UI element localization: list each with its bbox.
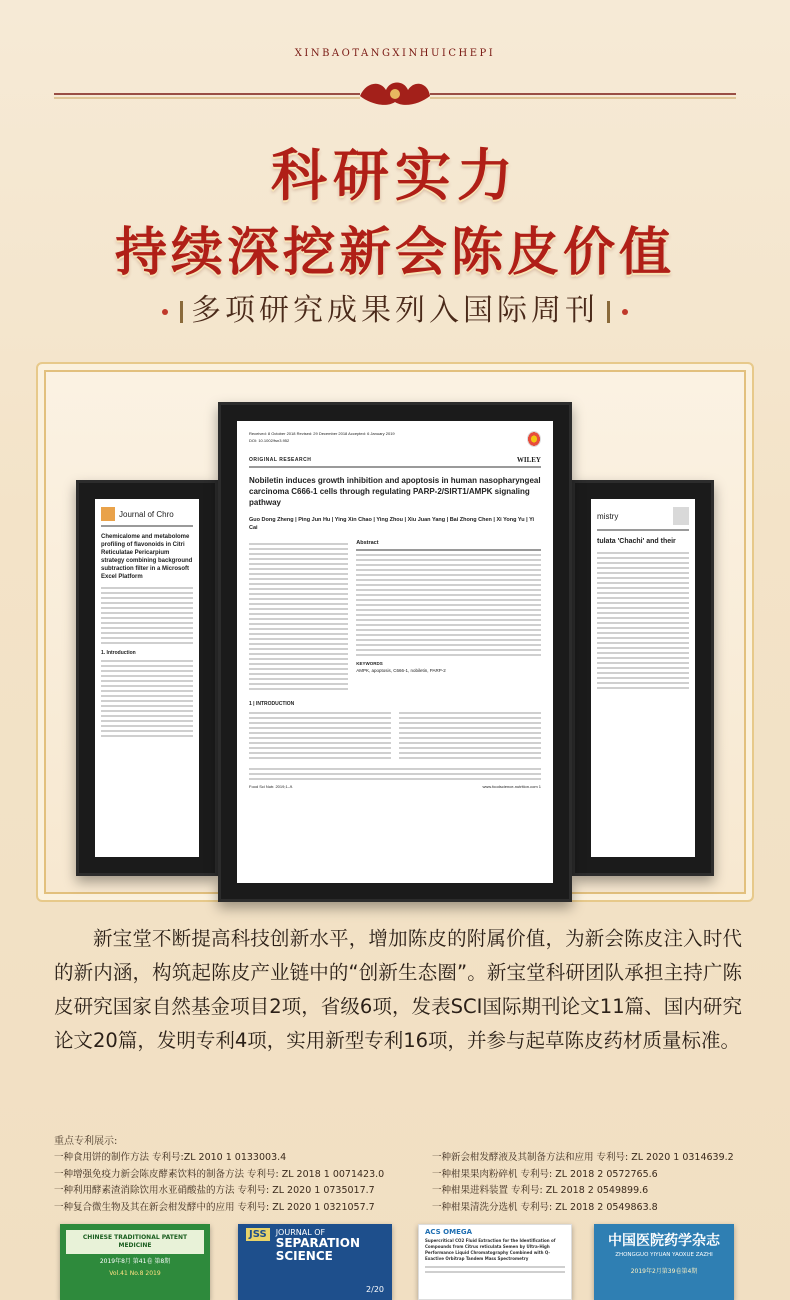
subtitle bbox=[0, 285, 790, 329]
paper-footer-right: www.foodscience-nutrition.com 1 bbox=[482, 784, 541, 789]
subtitle-text: 多项研究成果列入国际周刊 bbox=[191, 293, 599, 328]
journal-cover-separation-science bbox=[238, 1224, 392, 1300]
journal-jss-top: JOURNAL OF bbox=[275, 1228, 326, 1237]
journal-acs-title: Supercritical CO2 Fluid Extraction for the Identification of Compounds from Citrus reticulata Semen by Ultra-High Performance Liquid Chromatography Combined with Q-Exactive Orbitrap Tandem Mass Spectrometry bbox=[425, 1238, 556, 1261]
patent-item: 一种食用饼的制作方法 专利号:ZL 2010 1 0133003.4 bbox=[54, 1152, 287, 1163]
patent-list-left bbox=[54, 1150, 434, 1216]
journal-jss-name: SEPARATION SCIENCE bbox=[275, 1236, 360, 1263]
elsevier-logo-icon bbox=[101, 507, 115, 521]
paper-page-right bbox=[591, 499, 695, 857]
journal-tcm-name: CHINESE TRADITIONAL PATENT MEDICINE bbox=[66, 1230, 204, 1254]
journal-jss-badge: JSS bbox=[246, 1228, 270, 1241]
paper-right-journal: mistry bbox=[597, 511, 619, 521]
journal-acs-name: ACS OMEGA bbox=[425, 1228, 473, 1236]
check-updates-icon bbox=[527, 431, 541, 447]
paper-footer-left: Food Sci Nutr. 2019;1–9. bbox=[249, 784, 294, 789]
patent-item: 一种柑果进料装置 专利号: ZL 2018 2 0549899.6 bbox=[432, 1185, 649, 1196]
paper-page-left bbox=[95, 499, 199, 857]
divider-bar bbox=[607, 301, 610, 323]
journal-cover-zhongguo bbox=[594, 1224, 734, 1300]
journal-cover-acs-omega bbox=[418, 1224, 572, 1300]
journal-tcm-issue: 2019年8月 第41卷 第8期 bbox=[99, 1258, 171, 1265]
journal-zg-name: 中国医院药学杂志 bbox=[608, 1233, 720, 1249]
patent-item: 一种新会柑发酵液及其制备方法和应用 专利号: ZL 2020 1 0314639.2 bbox=[432, 1152, 734, 1163]
paper-keywords-label: KEYWORDS bbox=[356, 661, 383, 666]
description-paragraph: 新宝堂不断提高科技创新水平，增加陈皮的附属价值，为新会陈皮注入时代的新内涵，构筑起陈皮产业链中的“创新生态圈”。新宝堂科研团队承担主持广陈皮研究国家自然基金项目2项，省级6项，发表SCI国际期刊论文11篇、国内研究论文20篇，发明专利4项，实用新型专利16项，并参与起草陈皮药材质量标准。 bbox=[54, 927, 742, 1052]
framed-paper-right bbox=[572, 480, 714, 876]
journal-zg-issue: 2019年2月第39卷第4期 bbox=[630, 1268, 698, 1275]
journal-zg-sub: ZHONGGUO YIYUAN YAOXUE ZAZHI bbox=[615, 1252, 713, 1258]
paper-keywords: AMPK, apoptosis, C666-1, nobiletin, PARP-2 bbox=[356, 667, 446, 673]
paper-doi: DOI: 10.1002/fsn3.952 bbox=[249, 437, 290, 443]
paper-left-journal: Journal of Chro bbox=[119, 509, 174, 519]
paper-center-title: Nobiletin induces growth inhibition and apoptosis in human nasopharyngeal carcinoma C666-1 cells through regulating PARP-2/SIRT1/AMPK signaling pathway bbox=[249, 475, 541, 507]
journal-jss-issue: 2/20 bbox=[366, 1285, 384, 1294]
patents-heading: 重点专利展示: bbox=[54, 1136, 118, 1147]
paper-received-dates: Received: 8 October 2018 Revised: 29 December 2018 Accepted: 6 January 2019 bbox=[249, 431, 395, 436]
paper-section-label: ORIGINAL RESEARCH bbox=[249, 457, 312, 463]
patent-list-right bbox=[432, 1150, 752, 1216]
brand-wordmark: XINBAOTANGXINHUICHEPI bbox=[294, 48, 496, 59]
framed-paper-center bbox=[218, 402, 572, 902]
paper-right-title: tulata 'Chachi' and their bbox=[597, 538, 676, 545]
journal-covers bbox=[0, 1224, 790, 1300]
bullet-icon bbox=[622, 309, 628, 315]
headline-secondary: 持续深挖新会陈皮价值 bbox=[114, 222, 675, 283]
paper-left-section: 1. Introduction bbox=[101, 650, 136, 656]
headline-primary: 科研实力 bbox=[271, 143, 519, 209]
bullet-icon bbox=[162, 309, 168, 315]
paper-intro-label: 1 | INTRODUCTION bbox=[249, 700, 295, 707]
patent-item: 一种增强免疫力新会陈皮酵素饮料的制备方法 专利号: ZL 2018 1 0071423.0 bbox=[54, 1168, 385, 1180]
cloud-ornament-divider bbox=[0, 74, 790, 114]
patent-item: 一种复合微生物及其在新会柑发酵中的应用 专利号: ZL 2020 1 0321057.7 bbox=[54, 1201, 375, 1213]
journal-logo-icon bbox=[673, 507, 689, 525]
patent-item: 一种柑果清洗分选机 专利号: ZL 2018 2 0549863.8 bbox=[432, 1201, 658, 1213]
paper-page-center bbox=[237, 421, 553, 883]
journal-tcm-volume: Vol.41 No.8 2019 bbox=[109, 1270, 161, 1277]
paper-authors: Guo Dong Zheng | Ping Jun Hu | Ying Xin Chao | Ying Zhou | Xiu Juan Yang | Bai Zhong Chen | Xi Yong Yu | Yi Cai bbox=[249, 516, 535, 531]
patent-item: 一种柑果果肉粉碎机 专利号: ZL 2018 2 0572765.6 bbox=[432, 1168, 658, 1180]
framed-paper-left bbox=[76, 480, 218, 876]
paper-left-title: Chemicalome and metabolome profiling of flavonoids in Citri Reticulatae Pericarpium strategy combining background subtraction filter in a Microsoft Excel Platform bbox=[101, 534, 193, 580]
patent-item: 一种利用酵素渣消除饮用水亚硝酸盐的方法 专利号: ZL 2020 1 0735017.7 bbox=[54, 1185, 375, 1196]
publisher-logo: WILEY bbox=[516, 456, 541, 464]
journal-cover-tcm bbox=[60, 1224, 210, 1300]
paper-abstract-label: Abstract bbox=[356, 539, 379, 546]
divider-bar bbox=[180, 301, 183, 323]
